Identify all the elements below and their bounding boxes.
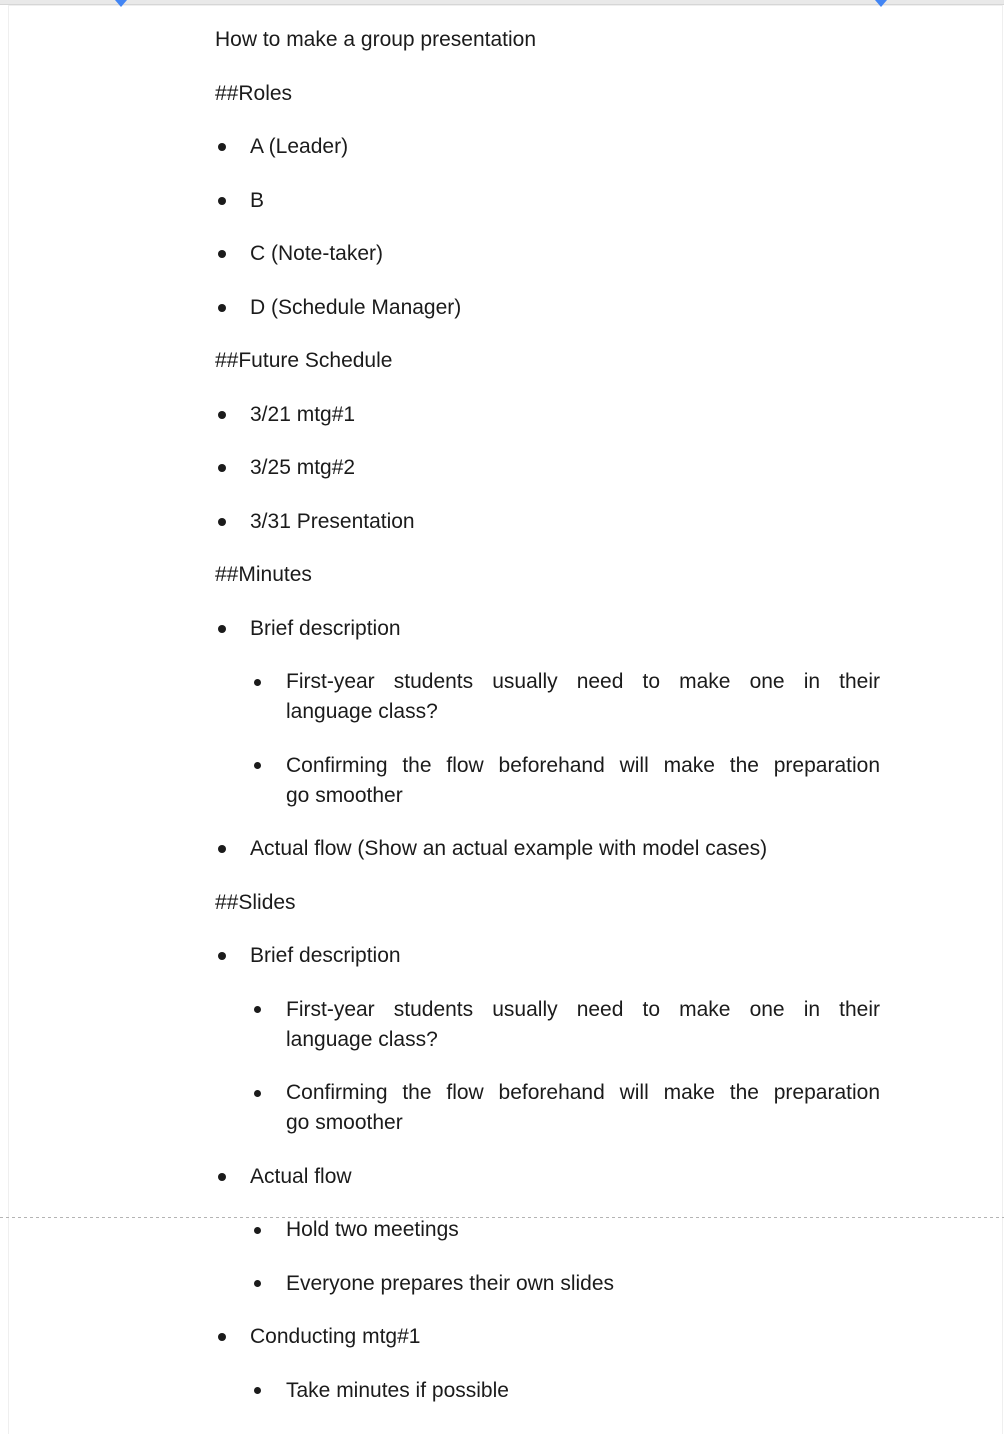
text-line[interactable]: language class? <box>286 700 438 723</box>
bullet-item[interactable] <box>0 132 880 162</box>
bullet-dot-icon <box>254 679 261 686</box>
text-line[interactable]: Brief description <box>250 944 401 967</box>
text-line[interactable]: ##Roles <box>215 81 293 105</box>
bullet-dot-icon <box>218 1173 226 1181</box>
paragraph-text[interactable] <box>286 1376 880 1406</box>
bullet-column <box>251 1376 286 1406</box>
bullet-dot-icon <box>218 625 226 633</box>
bullet-column <box>215 1322 250 1352</box>
paragraph-text[interactable] <box>250 293 880 323</box>
paragraph-text[interactable] <box>286 995 880 1055</box>
bullet-column <box>215 1162 250 1192</box>
bullet-column <box>215 400 250 430</box>
bullet-item[interactable] <box>0 507 880 537</box>
bullet-column <box>215 132 250 162</box>
doc-heading[interactable] <box>0 346 880 376</box>
text-line[interactable]: ##Future Schedule <box>215 349 393 372</box>
paragraph-text[interactable] <box>250 1322 880 1352</box>
bullet-column <box>251 1215 286 1245</box>
bullet-dot-icon <box>254 1006 261 1013</box>
paragraph-text[interactable] <box>215 346 880 376</box>
text-line[interactable]: ##Minutes <box>215 563 312 586</box>
bullet-dot-icon <box>218 518 226 526</box>
paragraph-text[interactable] <box>250 453 880 483</box>
text-line[interactable]: Confirming the flow beforehand will make the preparation <box>286 1081 880 1104</box>
bullet-column <box>215 614 250 644</box>
bullet-column <box>215 453 250 483</box>
bullet-item[interactable] <box>0 834 880 864</box>
text-line[interactable]: go smoother <box>286 783 403 807</box>
bullet-dot-icon <box>218 411 226 419</box>
bullet-column <box>215 293 250 323</box>
bullet-dot-icon <box>254 1280 261 1287</box>
bullet-column <box>215 186 250 216</box>
bullet-column <box>251 995 286 1055</box>
text-line[interactable]: language class? <box>286 1027 438 1051</box>
bullet-dot-icon <box>218 464 226 472</box>
paragraph-text[interactable] <box>250 239 880 269</box>
doc-heading[interactable] <box>0 888 880 918</box>
bullet-dot-icon <box>254 1090 261 1097</box>
bullet-item[interactable] <box>0 995 880 1055</box>
bullet-dot-icon <box>218 952 226 960</box>
paragraph-text[interactable] <box>215 888 880 918</box>
paragraph-text[interactable] <box>250 1162 880 1192</box>
paragraph-text[interactable] <box>250 132 880 162</box>
paragraph-text[interactable] <box>286 667 880 727</box>
text-line[interactable]: Actual flow <box>250 1164 352 1188</box>
bullet-column <box>251 667 286 727</box>
bullet-dot-icon <box>218 250 226 258</box>
bullet-column <box>215 239 250 269</box>
paragraph-text[interactable] <box>215 25 880 55</box>
text-line[interactable]: A (Leader) <box>250 135 349 158</box>
bullet-column <box>251 751 286 811</box>
bullet-item[interactable] <box>0 293 880 323</box>
bullet-item[interactable] <box>0 941 880 971</box>
paragraph-text[interactable] <box>250 507 880 537</box>
bullet-item[interactable] <box>0 751 880 811</box>
bullet-dot-icon <box>254 1387 261 1394</box>
paragraph-text[interactable] <box>286 1269 880 1299</box>
text-line[interactable]: Conducting mtg#1 <box>250 1325 421 1348</box>
bullet-dot-icon <box>218 143 226 151</box>
text-line[interactable]: Hold two meetings <box>286 1218 459 1241</box>
bullet-item[interactable] <box>0 614 880 644</box>
text-line[interactable]: Actual flow (Show an actual example with model cases) <box>250 837 768 860</box>
bullet-item[interactable] <box>0 1215 880 1245</box>
paragraph-text[interactable] <box>215 560 880 590</box>
doc-heading[interactable] <box>0 79 880 109</box>
text-line[interactable]: Brief description <box>250 616 401 640</box>
bullet-dot-icon <box>218 1333 226 1341</box>
bullet-item[interactable] <box>0 453 880 483</box>
bullet-item[interactable] <box>0 667 880 727</box>
paragraph-text[interactable] <box>250 614 880 644</box>
text-line[interactable]: D (Schedule Manager) <box>250 295 462 319</box>
paragraph-text[interactable] <box>286 1215 880 1245</box>
text-line[interactable]: Confirming the flow beforehand will make the preparation <box>286 753 880 777</box>
bullet-dot-icon <box>254 1227 261 1234</box>
bullet-column <box>215 834 250 864</box>
bullet-item[interactable] <box>0 1078 880 1138</box>
bullet-item[interactable] <box>0 1322 880 1352</box>
bullet-item[interactable] <box>0 1376 880 1406</box>
text-line[interactable]: How to make a group presentation <box>215 28 537 51</box>
bullet-column <box>251 1269 286 1299</box>
paragraph-text[interactable] <box>215 79 880 109</box>
text-line[interactable]: 3/25 mtg#2 <box>250 456 356 479</box>
paragraph-text[interactable] <box>250 941 880 971</box>
bullet-column <box>215 941 250 971</box>
bullet-item[interactable] <box>0 239 880 269</box>
text-line[interactable]: Everyone prepares their own slides <box>286 1271 615 1295</box>
doc-heading[interactable] <box>0 560 880 590</box>
paragraph-text[interactable] <box>250 834 880 864</box>
doc-title[interactable] <box>0 25 880 55</box>
text-line[interactable]: First-year students usually need to make one in their <box>286 670 880 693</box>
bullet-column <box>251 1078 286 1138</box>
bullet-item[interactable] <box>0 1269 880 1299</box>
paragraph-text[interactable] <box>250 400 880 430</box>
text-line[interactable]: go smoother <box>286 1111 403 1134</box>
bullet-item[interactable] <box>0 186 880 216</box>
bullet-dot-icon <box>218 197 226 205</box>
bullet-dot-icon <box>254 762 261 769</box>
text-line[interactable]: ##Slides <box>215 890 296 914</box>
bullet-dot-icon <box>218 845 226 853</box>
text-line[interactable]: Take minutes if possible <box>286 1378 509 1402</box>
bullet-item[interactable] <box>0 1162 880 1192</box>
text-line[interactable]: B <box>250 188 265 212</box>
text-line[interactable]: C (Note-taker) <box>250 242 384 265</box>
bullet-item[interactable] <box>0 400 880 430</box>
text-line[interactable]: 3/21 mtg#1 <box>250 402 356 426</box>
text-line[interactable]: First-year students usually need to make one in their <box>286 997 880 1021</box>
paragraph-text[interactable] <box>250 186 880 216</box>
paragraph-text[interactable] <box>286 1078 880 1138</box>
bullet-column <box>215 507 250 537</box>
bullet-dot-icon <box>218 304 226 312</box>
text-line[interactable]: 3/31 Presentation <box>250 509 415 533</box>
paragraph-text[interactable] <box>286 751 880 811</box>
